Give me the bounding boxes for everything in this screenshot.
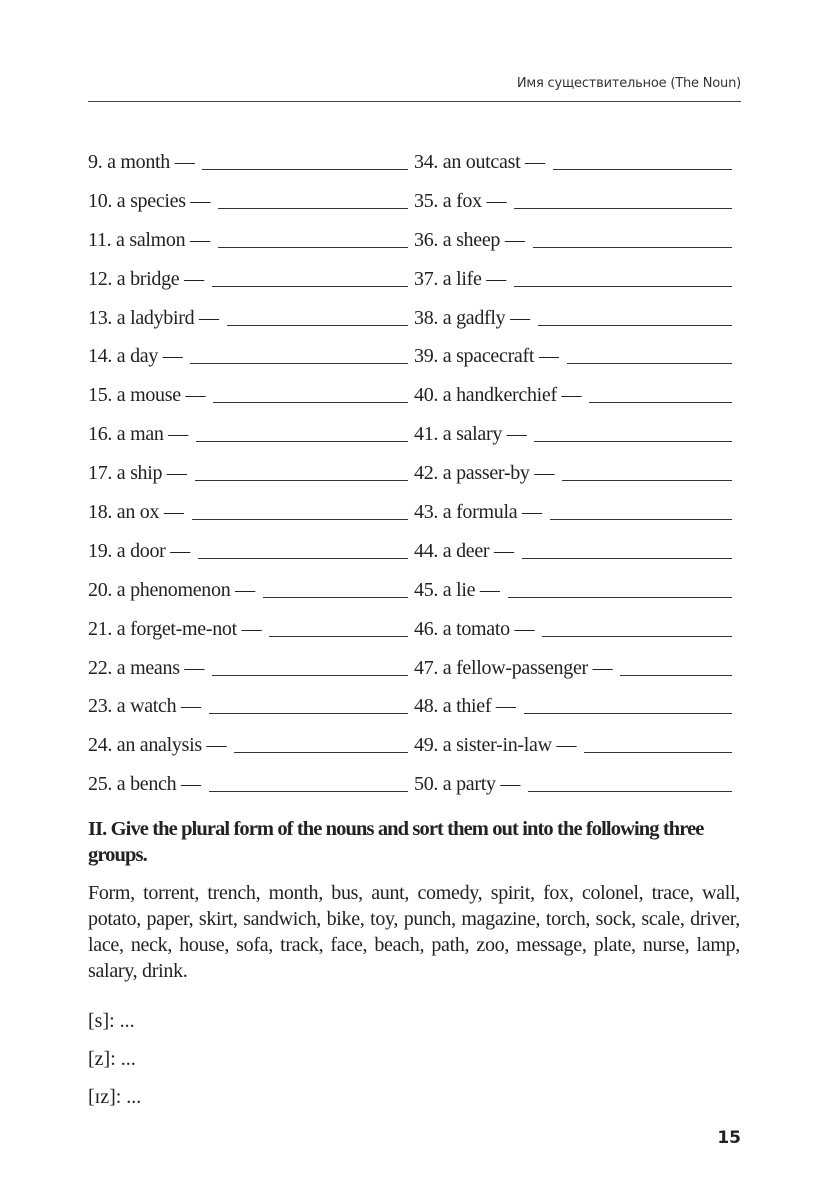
exercise-row [88, 224, 740, 263]
noun-prompt: 12. a bridge — [88, 267, 204, 290]
answer-blank[interactable] [195, 479, 408, 481]
answer-blank[interactable] [227, 324, 408, 326]
exercise-row [88, 535, 740, 574]
exercise-row [88, 340, 740, 379]
answer-blank[interactable] [218, 246, 408, 248]
noun-prompt: 24. an analysis — [88, 734, 227, 757]
noun-prompt: 44. a deer — [414, 539, 514, 562]
answer-blank[interactable] [218, 207, 408, 209]
noun-prompt: 21. a forget-me-not — [88, 617, 262, 640]
exercise-item [414, 340, 736, 368]
running-header: Имя существительное (The Noun) [516, 76, 741, 91]
exercise-item [88, 379, 414, 407]
exercise-item [88, 263, 414, 291]
exercise-item [414, 457, 736, 485]
exercise-row [88, 379, 740, 418]
noun-prompt: 11. a salmon — [88, 228, 210, 251]
exercise-item [88, 690, 414, 718]
answer-blank[interactable] [192, 518, 408, 520]
answer-blank[interactable] [553, 168, 732, 170]
exercise-item [88, 418, 414, 446]
exercise-row [88, 263, 740, 302]
exercise-item [414, 146, 736, 174]
exercise-item [414, 224, 736, 252]
noun-prompt: 43. a formula — [414, 501, 542, 524]
noun-prompt: 36. a sheep — [414, 228, 525, 251]
noun-prompt: 41. a salary — [414, 423, 527, 446]
answer-blank[interactable] [209, 712, 408, 714]
noun-prompt: 25. a bench — [88, 773, 201, 796]
noun-prompt: 34. an outcast — [414, 151, 545, 173]
answer-blank[interactable] [542, 635, 732, 637]
exercise-row [88, 418, 740, 457]
word-list: Form, torrent, trench, month, bus, aunt, comedy, spirit, fox, colonel, trace, wall, potato, paper, skirt, sandwich, bike, toy, punch, magazine, torch, sock, scale, driver, lace, neck, house, sofa, track, face, beach, path, zoo, message, plate, nurse, lamp, salary, drink. [88, 882, 740, 982]
group-iz: [ɪz]: ... [88, 1086, 142, 1108]
answer-blank[interactable] [533, 246, 732, 248]
answer-blank[interactable] [196, 440, 408, 442]
page-number: 15 [717, 1128, 741, 1148]
answer-blank[interactable] [508, 596, 732, 598]
noun-prompt: 23. a watch — [88, 695, 201, 718]
exercise-item [88, 496, 414, 524]
answer-blank[interactable] [202, 168, 408, 170]
noun-prompt: 16. a man — [88, 423, 189, 446]
exercise-row [88, 652, 740, 691]
answer-blank[interactable] [209, 790, 408, 792]
answer-blank[interactable] [213, 401, 408, 403]
answer-blank[interactable] [514, 207, 732, 209]
answer-blank[interactable] [550, 518, 732, 520]
header-rule [88, 101, 741, 102]
task-heading: II. Give the plural form of the nouns and sort them out into the following three groups. [88, 818, 704, 866]
exercise-row [88, 496, 740, 535]
exercise-item [88, 185, 414, 213]
noun-prompt: 13. a ladybird — [88, 306, 219, 329]
exercise-item [88, 302, 414, 330]
exercise-row [88, 613, 740, 652]
exercise-item [414, 535, 736, 563]
answer-blank[interactable] [190, 362, 408, 364]
noun-prompt: 10. a species — [88, 189, 211, 212]
answer-blank[interactable] [269, 635, 408, 637]
noun-prompt: 39. a spacecraft — [414, 345, 559, 368]
exercise-item [88, 768, 414, 796]
answer-blank[interactable] [584, 751, 732, 753]
noun-prompt: 45. a lie — [414, 578, 500, 601]
exercise-item [88, 340, 414, 368]
answer-blank[interactable] [524, 712, 732, 714]
noun-prompt: 42. a passer-by — [414, 462, 555, 485]
exercise-item [414, 768, 736, 796]
noun-prompt: 49. a sister-in-law — [414, 734, 577, 757]
noun-prompt: 48. a thief — [414, 695, 516, 718]
noun-prompt: 22. a means — [88, 656, 205, 679]
answer-blank[interactable] [528, 790, 732, 792]
exercise-item [414, 496, 736, 524]
exercise-item [88, 224, 414, 252]
noun-prompt: 18. an ox — [88, 501, 184, 524]
exercise-item [414, 574, 736, 602]
noun-prompt: 50. a party — [414, 773, 521, 796]
exercise-item [414, 379, 736, 407]
answer-blank[interactable] [567, 362, 732, 364]
exercise-item [414, 652, 736, 680]
answer-blank[interactable] [514, 285, 732, 287]
answer-blank[interactable] [212, 674, 408, 676]
exercise-row [88, 302, 740, 341]
noun-prompt: 17. a ship — [88, 462, 187, 485]
noun-prompt: 35. a fox — [414, 189, 507, 212]
exercise-row [88, 146, 740, 185]
answer-blank[interactable] [234, 751, 408, 753]
exercise-row [88, 729, 740, 768]
noun-prompt: 47. a fellow-passenger — [414, 656, 613, 679]
answer-blank[interactable] [522, 557, 732, 559]
answer-blank[interactable] [212, 285, 408, 287]
noun-prompt: 46. a tomato — [414, 617, 535, 640]
exercise-row [88, 185, 740, 224]
noun-prompt: 9. a month — [88, 151, 195, 173]
answer-blank[interactable] [562, 479, 732, 481]
exercise-item [88, 652, 414, 680]
exercise-item [414, 263, 736, 291]
exercise-item [88, 457, 414, 485]
exercise-item [88, 535, 414, 563]
exercise-row [88, 690, 740, 729]
exercise-item [414, 690, 736, 718]
exercise-row [88, 574, 740, 613]
noun-prompt: 40. a handkerchief — [414, 384, 582, 407]
exercise-item [88, 729, 414, 757]
noun-prompt: 19. a door — [88, 539, 190, 562]
exercise-item [414, 613, 736, 641]
noun-prompt: 37. a life — [414, 267, 506, 290]
noun-prompt: 14. a day — [88, 345, 183, 368]
answer-blank[interactable] [538, 324, 732, 326]
answer-blank[interactable] [589, 401, 732, 403]
exercise-item [414, 418, 736, 446]
exercise-list [88, 146, 740, 807]
noun-prompt: 38. a gadfly — [414, 306, 530, 329]
answer-blank[interactable] [263, 596, 408, 598]
exercise-row [88, 768, 740, 807]
group-z: [z]: ... [88, 1048, 136, 1070]
exercise-item [414, 302, 736, 330]
exercise-item [88, 146, 414, 174]
exercise-row [88, 457, 740, 496]
exercise-item [414, 729, 736, 757]
exercise-item [88, 574, 414, 602]
answer-blank[interactable] [534, 440, 732, 442]
noun-prompt: 15. a mouse — [88, 384, 206, 407]
answer-blank[interactable] [198, 557, 408, 559]
group-s: [s]: ... [88, 1010, 135, 1032]
exercise-item [88, 613, 414, 641]
noun-prompt: 20. a phenomenon — [88, 578, 255, 601]
exercise-item [414, 185, 736, 213]
answer-blank[interactable] [620, 674, 732, 676]
